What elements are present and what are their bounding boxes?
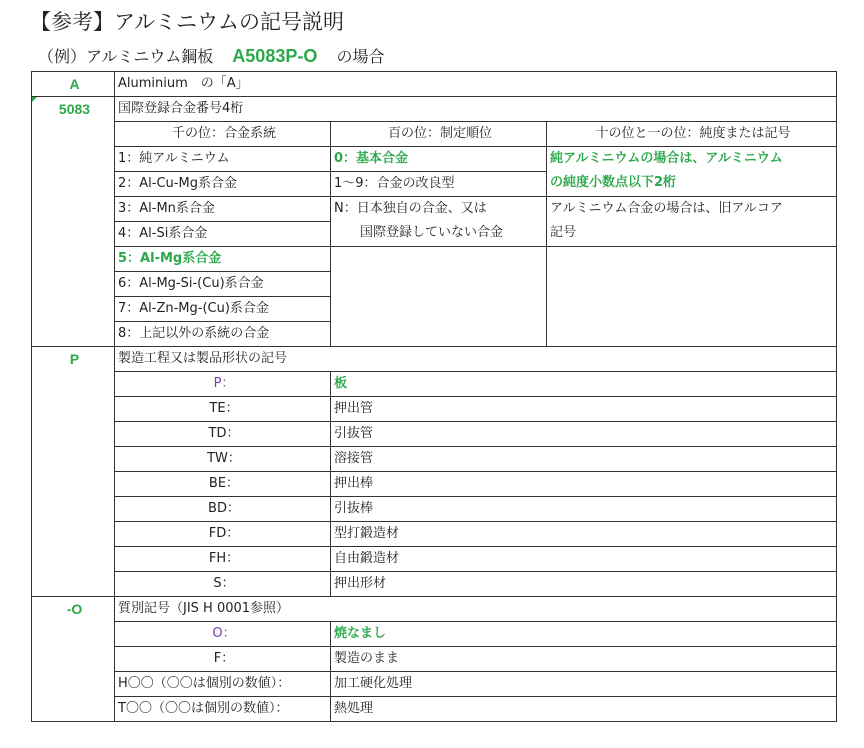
- p-code-8: S：: [115, 572, 331, 597]
- symbol-table: [31, 71, 837, 722]
- p-name-0: 板: [331, 372, 837, 397]
- key-alloy: [32, 97, 115, 347]
- p-item-row: [32, 522, 837, 547]
- thousands-5: 5：Al-Mg系合金: [115, 247, 331, 272]
- o-name-0: 焼なまし: [331, 622, 837, 647]
- p-name-7: 自由鍛造材: [331, 547, 837, 572]
- o-code-1: F：: [115, 647, 331, 672]
- o-name-1: 製造のまま: [331, 647, 837, 672]
- hundreds-n: [331, 197, 547, 247]
- example-prefix: （例）アルミニウム鋼板: [38, 47, 214, 66]
- thousands-2: 2：Al-Cu-Mg系合金: [115, 172, 331, 197]
- p-name-2: 引抜管: [331, 422, 837, 447]
- table-row-o: [32, 597, 837, 622]
- p-item-row: [32, 547, 837, 572]
- page-title: 【参考】アルミニウムの記号説明: [30, 10, 344, 34]
- o-code-2: H〇〇（〇〇は個別の数値）：: [115, 672, 331, 697]
- thousands-3: 3：Al-Mn系合金: [115, 197, 331, 222]
- p-name-3: 溶接管: [331, 447, 837, 472]
- p-name-5: 引抜棒: [331, 497, 837, 522]
- hundreds-n-line1: N：日本独自の合金、又は: [334, 201, 487, 216]
- o-item-row: [32, 647, 837, 672]
- p-item-row: [32, 497, 837, 522]
- key-alloy-label: 5083: [58, 101, 91, 117]
- p-item-row: [32, 372, 837, 397]
- header-thousands: 千の位：合金系統: [115, 122, 331, 147]
- thousands-6: 6：Al-Mg-Si-(Cu)系合金: [115, 272, 331, 297]
- corner-mark: [32, 97, 37, 102]
- tens-pure-line2: の純度小数点以下2桁: [550, 175, 677, 190]
- desc-alloy: 国際登録合金番号4桁: [115, 97, 837, 122]
- key-p: P: [32, 347, 115, 597]
- o-code-0: O：: [115, 622, 331, 647]
- desc-a: Aluminium の「A」: [115, 72, 837, 97]
- p-code-2: TD：: [115, 422, 331, 447]
- p-code-3: TW：: [115, 447, 331, 472]
- o-name-3: 熱処理: [331, 697, 837, 722]
- p-name-6: 型打鍛造材: [331, 522, 837, 547]
- tens-alloy-line1: アルミニウム合金の場合は、旧アルコア: [550, 201, 783, 216]
- tens-alloy-line2: 記号: [550, 225, 577, 240]
- alloy-header-row: [32, 122, 837, 147]
- o-item-row: [32, 672, 837, 697]
- tens-empty: [547, 247, 837, 347]
- header-tens: 十の位と一の位：純度または記号: [547, 122, 837, 147]
- table-row-a: [32, 72, 837, 97]
- key-a: A: [32, 72, 115, 97]
- desc-p: 製造工程又は製品形状の記号: [115, 347, 837, 372]
- p-item-row: [32, 447, 837, 472]
- hundreds-1-9: 1～9：合金の改良型: [331, 172, 547, 197]
- hundreds-empty: [331, 247, 547, 347]
- alloy-row-5: [32, 247, 837, 272]
- key-o: -O: [32, 597, 115, 722]
- thousands-8: 8：上記以外の系統の合金: [115, 322, 331, 347]
- p-name-4: 押出棒: [331, 472, 837, 497]
- p-code-7: FH：: [115, 547, 331, 572]
- desc-o: 質別記号（JIS H 0001参照）: [115, 597, 837, 622]
- p-item-row: [32, 397, 837, 422]
- tens-alloy: [547, 197, 837, 247]
- header-hundreds: 百の位：制定順位: [331, 122, 547, 147]
- tens-pure-line1: 純アルミニウムの場合は、アルミニウム: [550, 151, 783, 166]
- p-code-4: BE：: [115, 472, 331, 497]
- p-name-1: 押出管: [331, 397, 837, 422]
- p-item-row: [32, 572, 837, 597]
- o-code-3: T〇〇（〇〇は個別の数値）：: [115, 697, 331, 722]
- example-code: A5083P-O: [232, 46, 318, 66]
- example-heading: [38, 44, 384, 67]
- example-suffix: の場合: [336, 47, 385, 66]
- p-code-0: P：: [115, 372, 331, 397]
- o-name-2: 加工硬化処理: [331, 672, 837, 697]
- table-row-p: [32, 347, 837, 372]
- p-name-8: 押出形材: [331, 572, 837, 597]
- o-item-row: [32, 697, 837, 722]
- p-item-row: [32, 472, 837, 497]
- p-code-5: BD：: [115, 497, 331, 522]
- table-row-alloy: [32, 97, 837, 122]
- thousands-1: 1：純アルミニウム: [115, 147, 331, 172]
- thousands-7: 7：Al-Zn-Mg-(Cu)系合金: [115, 297, 331, 322]
- hundreds-n-line2: 国際登録していない合金: [360, 225, 504, 240]
- thousands-4: 4：Al-Si系合金: [115, 222, 331, 247]
- alloy-row-3: [32, 197, 837, 222]
- p-code-6: FD：: [115, 522, 331, 547]
- hundreds-0: 0：基本合金: [331, 147, 547, 172]
- alloy-row-1: [32, 147, 837, 172]
- p-code-1: TE：: [115, 397, 331, 422]
- o-item-row: [32, 622, 837, 647]
- tens-pure: [547, 147, 837, 197]
- p-item-row: [32, 422, 837, 447]
